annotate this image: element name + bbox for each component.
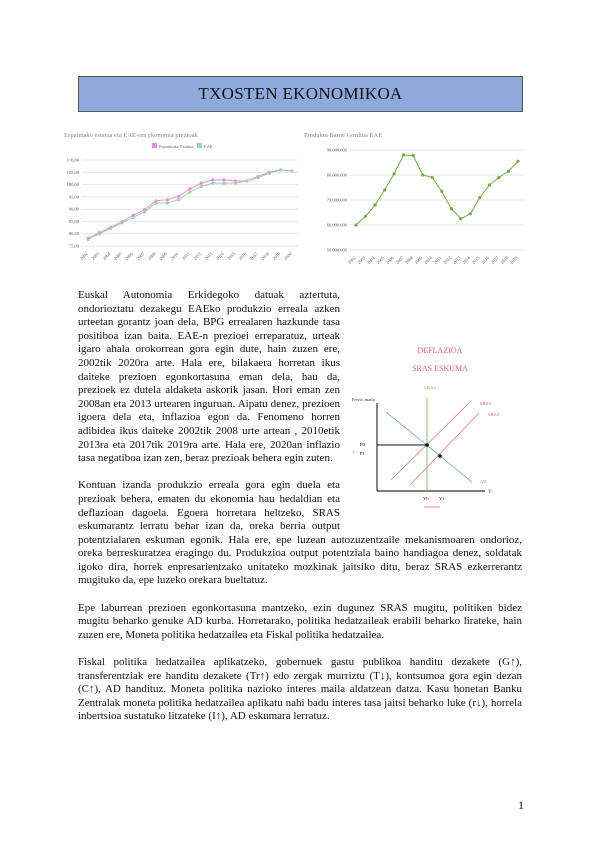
paragraph-1-text: Euskal Autonomia Erkidegoko datuak aztertuta, ondorioztatu dezakegu EAEko produkzio erreala azken urteetan gorantz joan dela, BPG errealaren hazkunde tasa positiboa izan baita. EAE-n prezioei erreparatuz, urteak igaro ahala orokorrean gora egin dute, hain zuzen ere, 2002tik 2020ra arte. Hala ere, bilakaera horretan ikus daiteke prezioen egonkortasuna eman dela, hau da, prezioek ez dutela aldaketa askorik jasan. Hori eman zen 2008an eta 2013 urtearen inguruan. Aipatu denez, prezioen igoera dela eta, inflazioa egon da. Fenomeno horren adibidea ikus daiteke 2002tik 2008 urte artean , 2010etik 2013ra eta 2017tik 2019ra arte. Hala ere, 2020an inflazio tasa negatiboa izan zen, beraz prezioak behera egin zuten. [78,289,340,465]
legend-swatch [152,143,157,148]
x-tick-label: 2016 [480,255,491,266]
paragraph-2: Kontuan izanda produkzio erreala gora egin duela eta prezioak behera, ematen du ekonomia hau hedaldian eta deflazioan dagoela. Egoera horretara heltzeko, SRAS eskumarantz lerratu behar izan da, oreka berria output potentzialaren eskuman egonik. Hala ere, epe luzean autozuzentzaile mekanismoaren ondorioz, oreka berreskuratzea eragingo du. Produkzioa output potentziala baino handiagoa denez, soldatak igoko dira, horrek enpresarientzako unitateko mozkinak jaitsiko ditu, beraz SRAS ezkerrerantz mugituko da, epe luzeko orekara bueltatuz. [78,479,522,587]
data-point [364,215,367,218]
y-tick-label: 95,00 [68,194,79,200]
paragraph-1 [78,289,522,501]
x-tick-label: 2019 [271,251,282,262]
y-tick-label: 90.000.000 [326,147,347,153]
page-number: 1 [518,798,524,812]
x-tick-label: 2004 [365,255,376,266]
sras-new-label: SRAS' [488,412,501,417]
series-line [356,155,518,225]
chart-title: Produktu Barne Gordina EAE [304,132,383,139]
data-point [154,201,157,204]
data-point [256,176,259,179]
data-point [402,153,405,156]
data-point [166,201,169,204]
data-point [177,195,180,198]
x-tick-label: 2018 [499,255,510,266]
x-tick-label: 2006 [124,251,135,262]
x-tick-label: 2009 [158,251,169,262]
data-point [222,182,225,185]
x-tick-label: 2013 [203,251,214,262]
lras-label: LRAS [424,385,436,390]
data-point [450,207,453,210]
x-tick-label: 2011 [432,255,443,265]
y-tick-label: 70.000.000 [326,197,347,203]
data-point [166,198,169,201]
x-tick-label: 2012 [442,255,453,266]
data-point [373,203,376,206]
data-point [459,217,462,220]
x-axis-label: Y [488,490,492,495]
x-tick-label: 2015 [470,255,481,266]
x-tick-label: 2015 [226,251,237,262]
gdp-chart [302,128,532,273]
x-tick-label: 2008 [146,251,157,262]
y-tick-label: 75,00 [68,243,79,249]
data-point [188,190,191,193]
x-tick-label: 2003 [356,255,367,266]
data-point [507,170,510,173]
y-axis-label: Prezio maila [352,397,375,402]
data-point [488,183,491,186]
data-point [109,227,112,230]
data-point [200,182,203,185]
x-tick-label: 2018 [260,251,271,262]
data-point [200,185,203,188]
data-point [188,187,191,190]
y-tick-label: 100,00 [66,182,79,188]
legend-swatch [197,143,202,148]
data-point [469,212,472,215]
x-tick-label: 2005 [112,251,123,262]
p0-label: P0 [360,442,365,447]
legend-label: Espainiako Estatua [159,144,194,149]
x-tick-label: 2016 [237,251,248,262]
paragraph-4: Fiskal politika hedatzailea aplikatzeko, gobernuek gastu publikoa handitu dezakete (G↑), transferentziak ere handitu dezakete (Tr↑) edo zergak murriztu (T↓), kontsumoa gora egin dezan (C↑), AD handituz. Moneta politika nazioko interes maila aldatzean datza. Kasu honetan Banku Zentralak moneta politika hedatzailea aplikatu nahi badu interes tasa jaitsi beharko luke (r↓), horrela inbertsioa sustatuko litzateke (I↑), AD eskumara lerratuz. [78,656,522,723]
x-tick-label: 2006 [384,255,395,266]
data-point [440,190,443,193]
x-tick-label: 2011 [180,251,191,261]
x-tick-label: 2007 [135,251,146,262]
ad-label: AD [480,479,487,484]
data-point [393,172,396,175]
x-tick-label: 2010 [169,251,180,262]
x-tick-label: 2005 [375,255,386,266]
x-tick-label: 2009 [413,255,424,266]
x-tick-label: 2003 [90,251,101,262]
x-tick-label: 2014 [214,251,225,262]
y-tick-label: 90,00 [68,206,79,212]
chart-title: Espainiako estatua eta EAE-ren ekonomia prezioak [64,132,198,139]
data-point [431,176,434,179]
y1-label: Y1 [439,496,445,501]
svg-text:↓: ↓ [352,447,356,455]
page-title: TXOSTEN EKONOMIKOA [78,76,523,112]
price-chart [62,128,302,273]
y-tick-label: 80,00 [68,231,79,237]
data-point [143,210,146,213]
x-tick-label: 2020 [282,251,293,262]
x-tick-label: 2019 [508,255,519,266]
p1-label: P1 [360,451,365,456]
data-point [497,176,500,179]
data-point [211,178,214,181]
x-tick-label: 2010 [423,255,433,266]
x-tick-label: 2017 [248,251,259,262]
series-line [88,170,292,239]
y-tick-label: 50.000.000 [326,247,347,253]
y-tick-label: 110,00 [66,157,79,163]
data-point [412,154,415,157]
legend-label: EAE [204,144,213,149]
deflation-diagram [350,343,522,523]
y-tick-label: 80.000.000 [326,172,347,178]
data-point [516,160,519,163]
data-point [478,196,481,199]
data-point [98,232,101,235]
x-tick-label: 2004 [101,251,112,262]
x-tick-label: 2007 [394,255,405,266]
data-point [234,182,237,185]
y0-label: Y0 [423,496,429,501]
x-tick-label: 2013 [451,255,462,266]
data-point [421,173,424,176]
diagram-subtitle: SRAS ESKUMA [412,364,468,373]
data-point [383,188,386,191]
data-point [222,178,225,181]
data-point [268,172,271,175]
y-tick-label: 105,00 [66,169,79,175]
sras-label: SRAS [480,401,492,406]
x-tick-label: 2012 [192,251,203,262]
y-tick-label: 85,00 [68,218,79,224]
data-point [211,182,214,185]
x-tick-label: 2002 [346,255,357,266]
data-point [290,169,293,172]
x-tick-label: 2014 [461,255,472,266]
series-line [88,170,292,238]
document-body [78,289,522,738]
diagram-title: DEFLAZIOA [417,346,463,355]
x-tick-label: 2017 [489,255,500,266]
data-point [279,168,282,171]
data-point [132,216,135,219]
x-tick-label: 2002 [78,251,89,262]
data-point [86,238,89,241]
paragraph-3: Epe laburrean prezioen egonkortasuna mantzeko, ezin dugunez SRAS mugitu, politiken bidez mugitu beharko genuke AD kurba. Horretarako, politika hedatzaileak erabili beharko lirateke, hain zuzen ere, Moneta politika hedatzailea eta Fiskal politika hedatzailea. [78,601,522,641]
data-point [245,179,248,182]
y-tick-label: 60.000.000 [326,222,347,228]
data-point [354,223,357,226]
data-point [120,221,123,224]
data-point [177,198,180,201]
x-tick-label: 2008 [403,255,414,266]
